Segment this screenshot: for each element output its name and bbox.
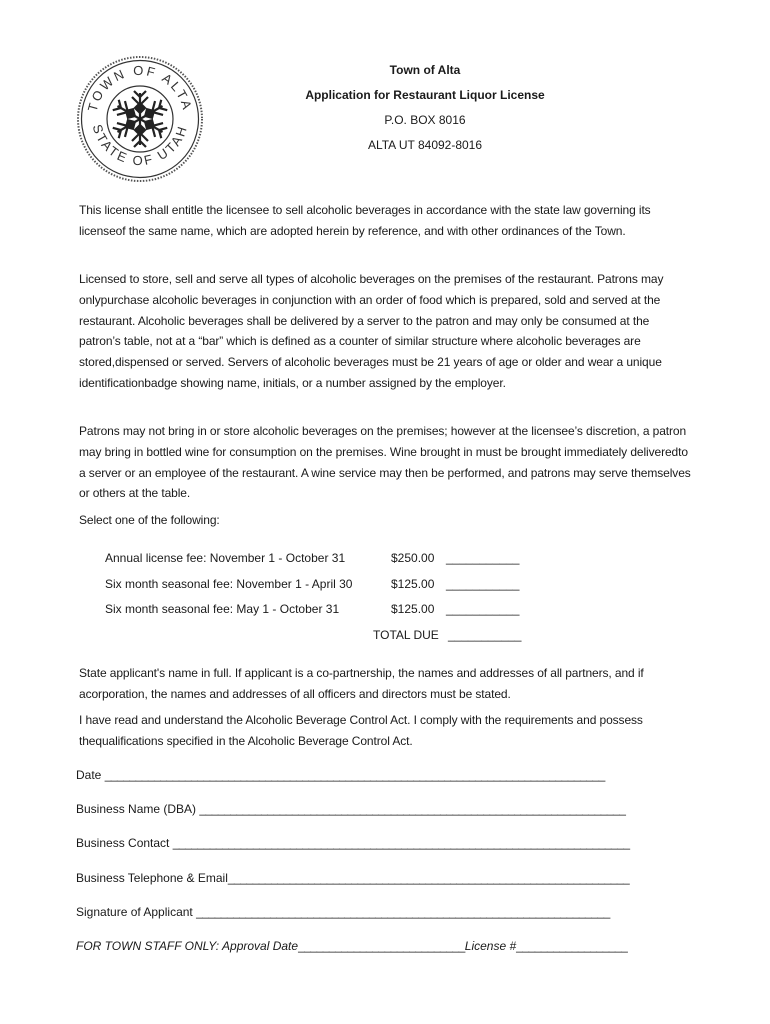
- paragraph-license: This license shall entitle the licensee to sell alcoholic beverages in accordance with the state law governing its licenseof the same name, which are adopted herein by reference, and with other ordinances of the Town.: [79, 203, 651, 238]
- fee-amount: $250.00: [391, 551, 435, 565]
- address: ALTA UT 84092-8016: [367, 138, 483, 152]
- paragraph-patrons: Patrons may not bring in or store alcoholic beverages on the premises; however at the licensee’s discretion, a patron may bring in bottled wine for consumption on the premises. Wine brought in must be brought immediately deliveredto a server or an employee of the restaurant. A wine service may then be performed, and patrons may serve themselves or others at the table.: [79, 424, 691, 501]
- fee-label: Six month seasonal fee: November 1 - April 30: [105, 577, 353, 591]
- business-name-field[interactable]: [76, 799, 625, 819]
- fee-blank[interactable]: ___________: [446, 602, 520, 616]
- license-number-input-line[interactable]: __________________: [516, 939, 628, 953]
- snowflake-icon: [112, 91, 168, 147]
- business-name-label: Business Name (DBA): [76, 802, 200, 816]
- document-header: [240, 58, 610, 158]
- signature-input-line[interactable]: ___________________________________________________________________: [196, 905, 610, 919]
- business-phone-email-field[interactable]: [76, 868, 629, 888]
- signature-field[interactable]: [76, 902, 610, 922]
- business-contact-label: Business Contact: [76, 836, 173, 850]
- business-contact-input-line[interactable]: __________________________________________________________________________: [172, 836, 630, 850]
- paragraph-service: Licensed to store, sell and serve all types of alcoholic beverages on the premises of the restaurant. Patrons may onlypurchase alcoholic beverages in conjunction with an order of food which is prepared, sold and served at the restaurant. Alcoholic beverages shall be delivered by a server to the patron and may only be consumed at the patron’s table, not at a “bar” which is defined as a counter of similar structure where alcoholic beverages are stored,dispensed or served. Servers of alcoholic beverages must be 21 years of age or older and wear a unique identificationbadge showing name, initials, or a number assigned by the employer.: [79, 272, 664, 390]
- business-phone-email-label: Business Telephone & Email: [76, 871, 228, 885]
- date-input-line[interactable]: _________________________________________________________________________________: [104, 768, 605, 782]
- fee-label: Annual license fee: November 1 - October 31: [105, 551, 346, 565]
- total-label: TOTAL DUE: [373, 628, 439, 642]
- applicant-instructions: State applicant's name in full. If applicant is a co-partnership, the names and addresses of all partners, and if acorporation, the names and addresses of all officers and directors must be stated.: [79, 666, 644, 701]
- seal-bottom-text: STATE OF UTAH: [89, 122, 191, 169]
- business-name-input-line[interactable]: _____________________________________________________________________: [199, 802, 626, 816]
- compliance-statement: I have read and understand the Alcoholic Beverage Control Act. I comply with the requirements and possess thequalifications specified in the Alcoholic Beverage Control Act.: [79, 713, 643, 748]
- document-title: Application for Restaurant Liquor License: [305, 88, 545, 102]
- staff-only-row: [76, 936, 627, 956]
- business-contact-field[interactable]: [76, 833, 630, 853]
- town-seal: [76, 55, 204, 183]
- total-blank[interactable]: ___________: [448, 628, 522, 642]
- fee-blank[interactable]: ___________: [446, 577, 520, 591]
- fee-label: Six month seasonal fee: May 1 - October 31: [105, 602, 340, 616]
- signature-label: Signature of Applicant: [76, 905, 197, 919]
- approval-date-input-line[interactable]: ___________________________: [298, 939, 465, 953]
- town-name: Town of Alta: [389, 63, 461, 77]
- business-phone-email-input-line[interactable]: _________________________________________________________________: [227, 871, 630, 885]
- date-field[interactable]: [76, 765, 605, 785]
- date-label: Date: [76, 768, 105, 782]
- approval-date-label: FOR TOWN STAFF ONLY: Approval Date: [76, 939, 299, 953]
- license-number-label: License #: [464, 939, 517, 953]
- fee-blank[interactable]: ___________: [446, 551, 520, 565]
- po-box: P.O. BOX 8016: [384, 113, 466, 127]
- fee-amount: $125.00: [391, 577, 435, 591]
- total-due-row: [373, 625, 522, 645]
- fee-amount: $125.00: [391, 602, 435, 616]
- seal-top-text: TOWN OF ALTA: [84, 62, 196, 114]
- select-prompt: Select one of the following:: [79, 513, 220, 527]
